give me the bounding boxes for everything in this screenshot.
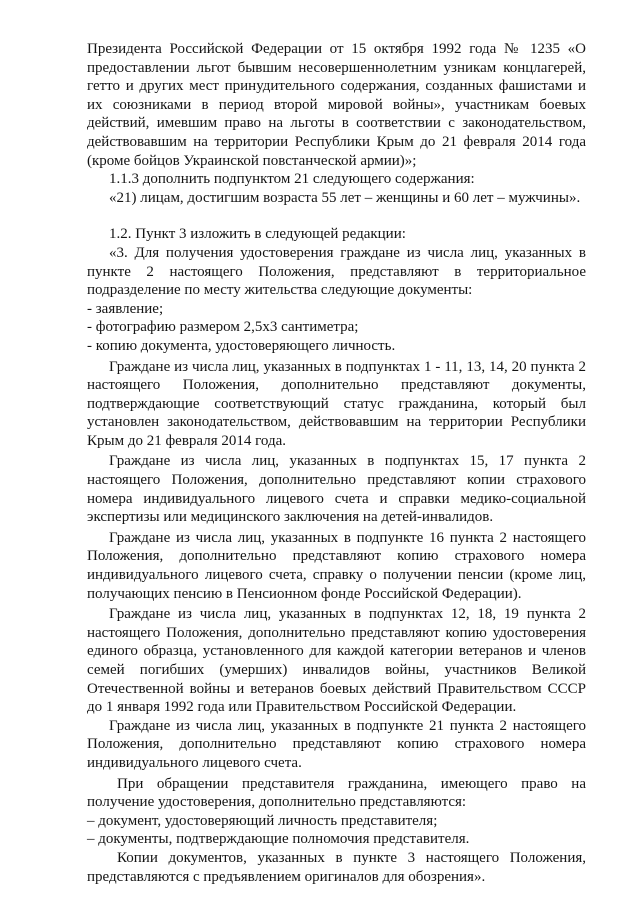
list-item-representative-id: – документ, удостоверяющий личность представителя; (87, 812, 438, 829)
paragraph-subpoint-21: «21) лицам, достигшим возраста 55 лет – женщины и 60 лет – мужчины». (109, 189, 581, 206)
list-item-id-copy: - копию документа, удостоверяющего личность. (87, 337, 396, 354)
list-item-application: - заявление; (87, 300, 164, 317)
paragraph-point-3: «3. Для получения удостоверения граждане из числа лиц, указанных в пункте 2 настоящего Положения, представляют в территориальное подразделение по месту жительства следующие документы: (87, 244, 586, 299)
paragraph-decree-reference: Президента Российской Федерации от 15 октября 1992 года № 1235 «О предоставлении льгот бывшим несовершеннолетним узникам концлагерей, гетто и других мест принудительного содержания, созданных фашистами и их союзниками в период второй мировой войны», участникам боевых действий, имевшим право на льготы в соответствии с законодательством, действовавшим на территории Республики Крым до 21 февраля 2014 года (кроме бойцов Украинской повстанческой армии)»; (87, 41, 586, 169)
paragraph-representative: При обращении представителя гражданина, имеющего право на получение удостоверения, дополнительно представляются: (87, 775, 586, 811)
paragraph-subpoint-16: Граждане из числа лиц, указанных в подпункте 16 пункта 2 настоящего Положения, дополнительно представляют копию страхового номера индивидуального лицевого счета, справку о получении пенсии (кроме лиц, получающих пенсию в Пенсионном фонде Российской Федерации). (87, 529, 586, 602)
list-item-photo: - фотографию размером 2,5х3 сантиметра; (87, 319, 359, 336)
paragraph-subpoint-21-docs: Граждане из числа лиц, указанных в подпункте 21 пункта 2 настоящего Положения, дополнительно представляют копию страхового номера индивидуального лицевого счета. (87, 717, 586, 771)
paragraph-1-2: 1.2. Пункт 3 изложить в следующей редакции: (109, 226, 406, 243)
paragraph-subpoints-12-18-19: Граждане из числа лиц, указанных в подпунктах 12, 18, 19 пункта 2 настоящего Положения, дополнительно представляют копию удостоверения единого образца, установленного для каждой категории ветеранов и членов семей погибших (умерших) инвалидов войны, участников Великой Отечественной войны и ветеранов боевых действий Правительством СССР до 1 января 1992 года или Правительством Российской Федерации. (87, 606, 586, 716)
paragraph-1-1-3: 1.1.3 дополнить подпунктом 21 следующего содержания: (109, 171, 475, 188)
paragraph-subpoints-1-11: Граждане из числа лиц, указанных в подпунктах 1 - 11, 13, 14, 20 пункта 2 настоящего Положения, дополнительно представляют документы, подтверждающие соответствующий статус гражданина, который был установлен законодательством, действовавшим на территории Республики Крым до 21 февраля 2014 года. (87, 358, 586, 449)
paragraph-originals: Копии документов, указанных в пункте 3 настоящего Положения, представляются с предъявлением оригиналов для обозрения». (87, 849, 586, 885)
paragraph-subpoints-15-17: Граждане из числа лиц, указанных в подпунктах 15, 17 пункта 2 настоящего Положения, дополнительно представляют копии страхового номера индивидуального лицевого счета и справки медико-социальной экспертизы или медицинского заключения на детей-инвалидов. (87, 453, 586, 526)
list-item-authority-docs: – документы, подтверждающие полномочия представителя. (87, 831, 470, 848)
